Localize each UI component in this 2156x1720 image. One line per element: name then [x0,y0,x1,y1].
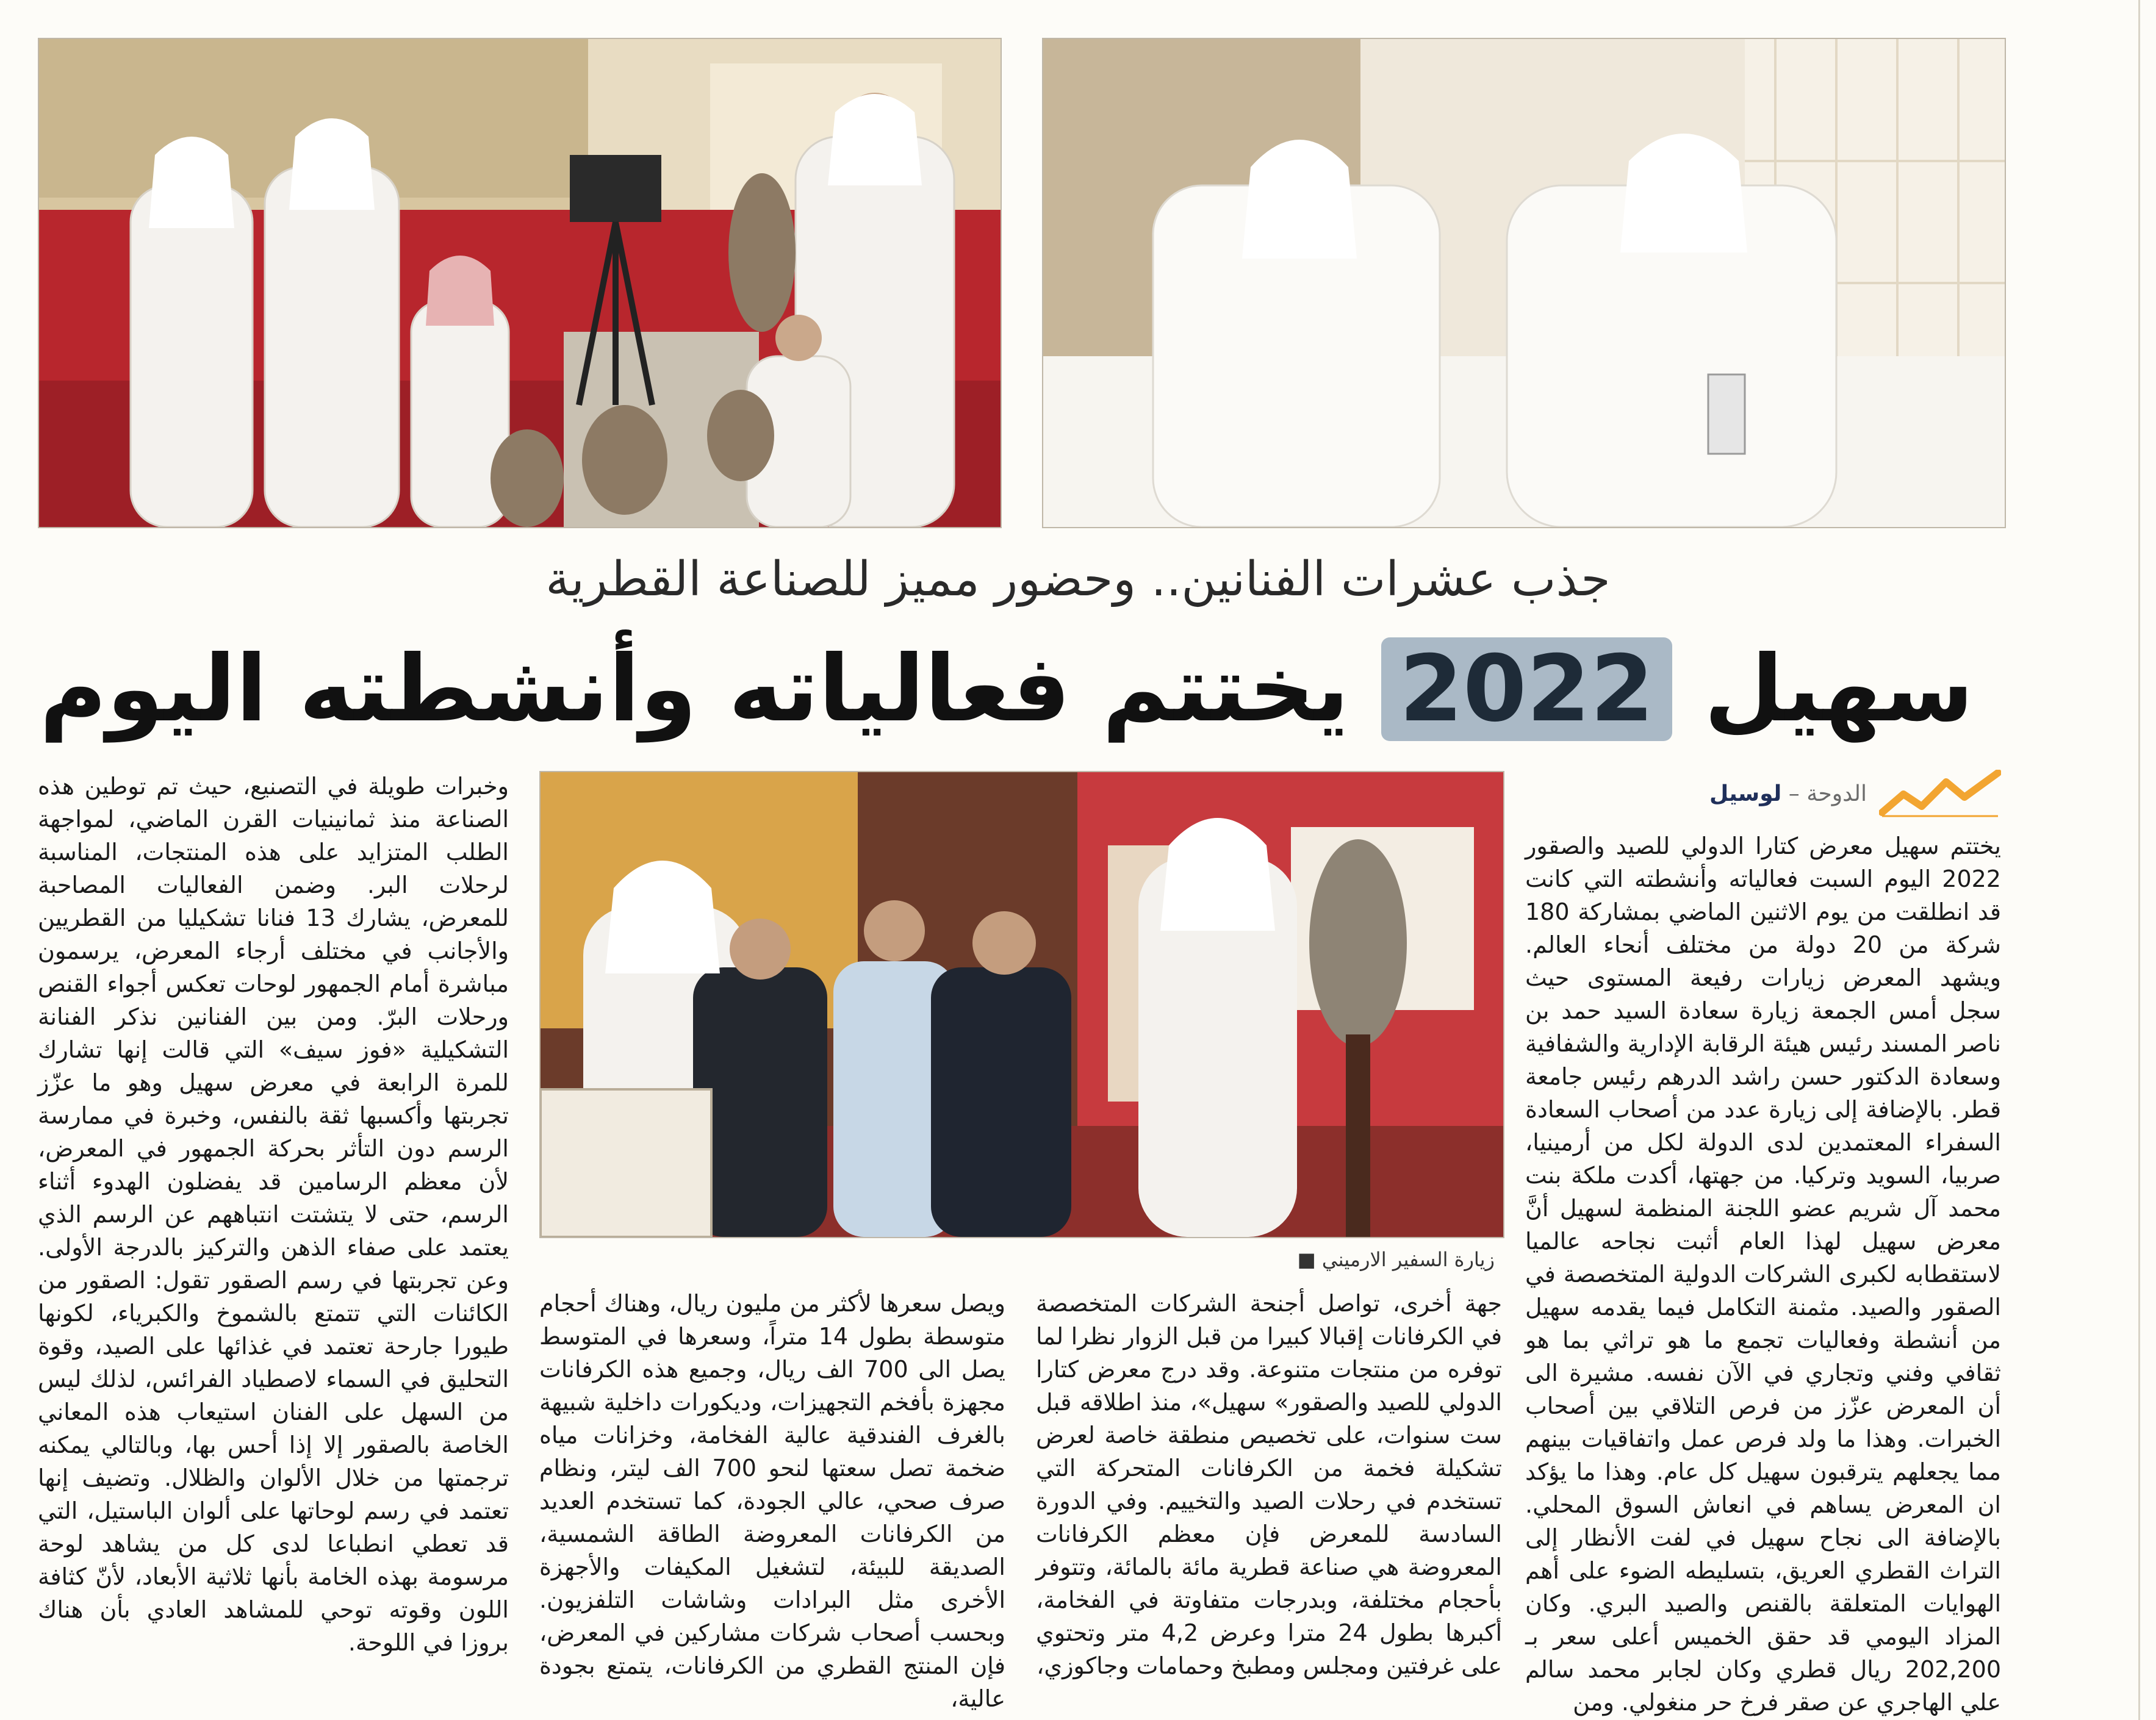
article-column-2 [1036,1287,1502,1702]
byline-source: لوسيل [1709,781,1782,806]
photo-ambassador-visit [539,771,1504,1238]
article-column-3 [539,1287,1006,1712]
headline-year-highlight: 2022 [1381,637,1672,741]
caption-bullet-icon: ■ [1297,1248,1316,1271]
photo-officials-meeting [1042,38,2006,528]
column-4-text: وخبرات طويلة في التصنيع، حيث تم توطين هذه الصناعة منذ ثمانينيات القرن الماضي، لمواجهة الطلب المتزايد على هذه المنتجات، المناسبة لرحلات البر. وضمن الفعاليات المصاحبة للمعرض، يشارك 13 فنانا تشكيليا من القطريين والأجانب في مختلف أرجاء المعرض، يرسمون مباشرة أمام الجمهور لوحات تعكس أجواء القنص ورحلات البرّ. ومن بين الفنانين نذكر الفنانة التشكيلية «فوز سيف» التي قالت إنها تشارك للمرة الرابعة في معرض سهيل وهو ما عزّز تجربتها وأكسبها ثقة بالنفس، وخبرة في ممارسة الرسم دون التأثر بحركة الجمهور في المعرض، لأن معظم الرسامين قد يفضلون الهدوء أثناء الرسم، حتى لا يتشتت انتباههم عن الرسم الذي يعتمد على صفاء الذهن والتركيز بالدرجة الأولى. وعن تجربتها في رسم الصقور تقول: الصقور من الكائنات التي تتمتع بالشموخ والكبرياء، لكونها طيورا جارحة تعتمد في غذائها على الصيد، وقوة التحليق في السماء لاصطياد الفرائس، لذلك ليس من السهل على الفنان استيعاب هذه المعاني الخاصة بالصقور إلا إذا أحس بها، وبالتالي يمكنه ترجمتها من خلال الألوان والظلال. وتضيف إنها تعتمد في رسم لوحاتها على ألوان الباستيل، التي قد تعطي انطباعا لدى كل من يشاهد لوحة مرسومة بهذه الخامة بأنها ثلاثية الأبعاد، لأنّ كثافة اللون وقوته توحي للمشاهد العادي بأن هناك بروزا في اللوحة. [38,773,509,1656]
headline-part-after: يختتم فعالياته وأنشطته اليوم [39,636,1349,742]
headline-part-before: سهيل [1704,636,1974,742]
article-column-4 [38,770,509,1703]
column-3-text: ويصل سعرها لأكثر من مليون ريال، وهناك أحجام متوسطة بطول 14 متراً، وسعرها في المتوسط يصل الى 700 الف ريال، وجميع هذه الكرفانات مجهزة بأفخم التجهيزات، وديكورات داخلية شبيهة بالغرف الفندقية عالية الفخامة، وخزانات مياه ضخمة تصل سعتها لنحو 700 الف ليتر، ونظام صرف صحي، عالي الجودة، كما تستخدم العديد من الكرفانات المعروضة الطاقة الشمسية، الصديقة للبيئة، لتشغيل المكيفات والأجهزة الأخرى مثل البرادات وشاشات التلفزيون. وبحسب أصحاب شركات مشاركين في المعرض، فإن المنتج القطري من الكرفانات، يتمتع بجودة عالية، [539,1290,1006,1712]
headline-kicker: جذب عشرات الفنانين.. وحضور مميز للصناعة القطرية [545,552,1611,607]
photo-falcon-exhibition [38,38,1002,528]
byline-block [1525,770,2001,819]
article-column-1 [1525,830,2001,1716]
main-headline [37,622,1977,756]
column-2-text: جهة أخرى، تواصل أجنحة الشركات المتخصصة في الكرفانات إقبالا كبيرا من قبل الزوار نظرا لما توفره من منتجات متنوعة. وقد درج معرض كتارا الدولي للصيد والصقور» سهيل»، منذ اطلاقه قبل ست سنوات، على تخصيص منطقة خاصة لعرض تشكيلة فخمة من الكرفانات المتحركة التي تستخدم في رحلات الصيد والتخييم. وفي الدورة السادسة للمعرض فإن معظم الكرفانات المعروضة هي صناعة قطرية مائة بالمائة، وتتوفر بأحجام مختلفة، وبدرجات متفاوتة في الفخامة، أكبرها بطول 24 مترا وعرض 4,2 متر وتحتوي على غرفتين ومجلس ومطبخ وحمامات وجاكوزي، [1036,1290,1502,1679]
byline-place: الدوحة – [1788,781,1867,806]
column-1-text: يختتم سهيل معرض كتارا الدولي للصيد والصقور 2022 اليوم السبت فعالياته وأنشطته التي كانت قد انطلقت من يوم الاثنين الماضي بمشاركة 180 شركة من 20 دولة من مختلف أنحاء العالم. ويشهد المعرض زيارات رفيعة المستوى حيث سجل أمس الجمعة زيارة سعادة السيد حمد بن ناصر المسند رئيس هيئة الرقابة الإدارية والشفافية وسعادة الدكتور حسن راشد الدرهم رئيس جامعة قطر. بالإضافة إلى زيارة عدد من أصحاب السعادة السفراء المعتمدين لدى الدولة لكل من أرمينيا، صربيا، السويد وتركيا. من جهتها، أكدت ملكة بنت محمد آل شريم عضو اللجنة المنظمة لسهيل أنَّ معرض سهيل لهذا العام أثبت نجاحه عالميا لاستقطابه لكبرى الشركات الدولية المتخصصة في الصقور والصيد. مثمنة التكامل فيما يقدمه سهيل من أنشطة وفعاليات تجمع ما هو تراثي بما هو ثقافي وفني وتجاري في الآن نفسه. مشيرة الى أن المعرض عزّز من فرص التلاقي بين أصحاب الخبرات. وهذا ما ولد فرص عمل واتفاقيات بينهم مما يجعلهم يترقبون سهيل كل عام. وهذا ما يؤكد ان المعرض يساهم في انعاش السوق المحلي. بالإضافة الى نجاح سهيل في لفت الأنظار إلى التراث القطري العريق، بتسليطه الضوء على أهم الهوايات المتعلقة بالقنص والصيد البري. وكان المزاد اليومي قد حقق الخميس أعلى سعر بـ 202,200 ريال قطري وكان لجابر محمد سالم علي الهاجري عن صقر فرخ حر منغولي. ومن [1525,833,2001,1716]
caption-text: زيارة السفير الارميني [1321,1248,1495,1271]
lusail-zigzag-logo-icon [1879,770,2001,819]
page-edge-rule [2138,0,2140,1720]
photo-caption [1068,1241,1495,1278]
